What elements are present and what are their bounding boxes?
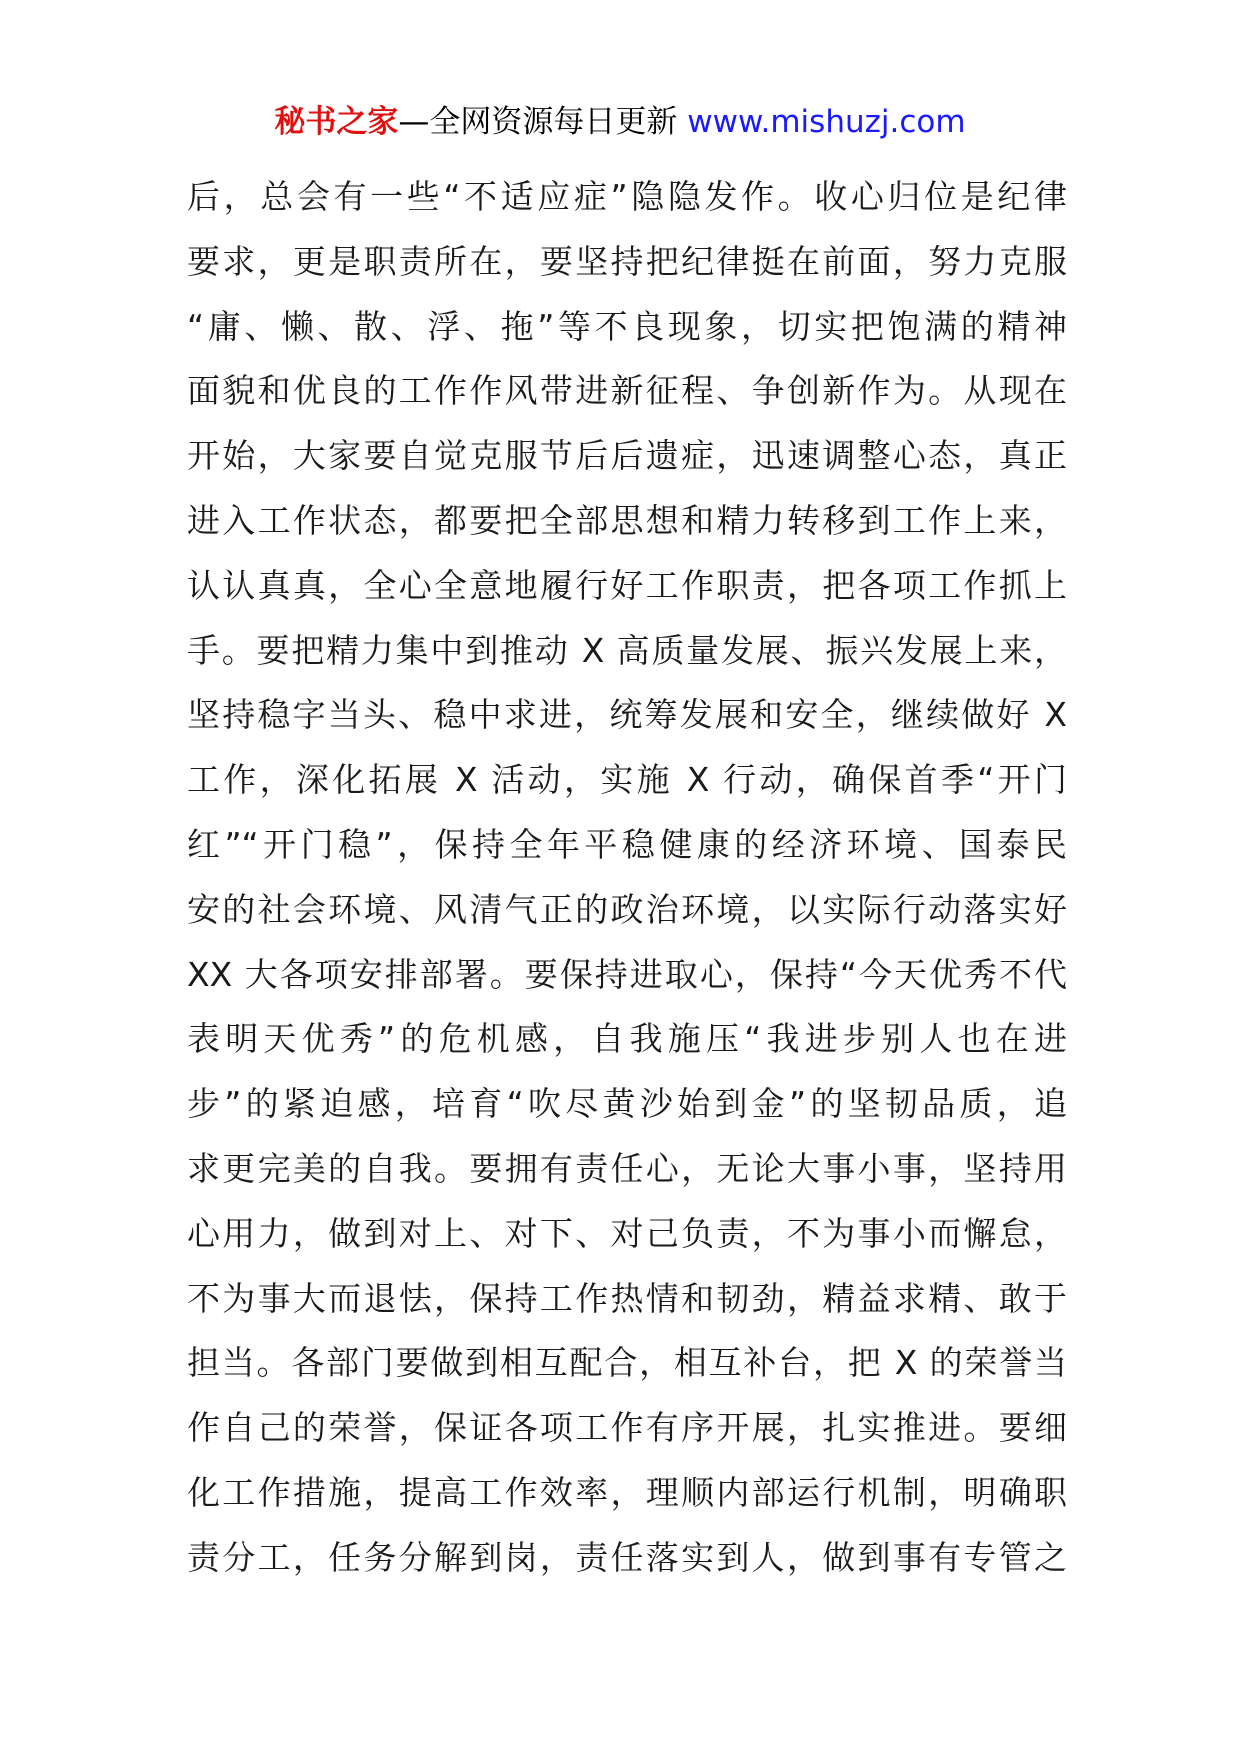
- paragraph-line: 求更完美的自我。要拥有责任心，无论大事小事，坚持用: [187, 1148, 1067, 1188]
- paragraph-line: 认认真真，全心全意地履行好工作职责，把各项工作抓上: [187, 565, 1067, 605]
- paragraph-line: 手。要把精力集中到推动 X 高质量发展、振兴发展上来，: [187, 630, 1067, 670]
- document-body: [187, 165, 1067, 1591]
- paragraph-line: 化工作措施，提高工作效率，理顺内部运行机制，明确职: [187, 1472, 1067, 1512]
- paragraph-line: 责分工，任务分解到岗，责任落实到人，做到事有专管之: [187, 1537, 1067, 1577]
- paragraph-line: XX 大各项安排部署。要保持进取心，保持“今天优秀不代: [187, 954, 1067, 994]
- paragraph-line: 担当。各部门要做到相互配合，相互补台，把 X 的荣誉当: [187, 1343, 1067, 1383]
- paragraph-line: 表明天优秀”的危机感，自我施压“我进步别人也在进: [187, 1019, 1067, 1059]
- paragraph-line: 进入工作状态，都要把全部思想和精力转移到工作上来，: [187, 500, 1067, 540]
- paragraph-line: 要求，更是职责所在，要坚持把纪律挺在前面，努力克服: [187, 241, 1067, 281]
- paragraph-line: 红”“开门稳”，保持全年平稳健康的经济环境、国泰民: [187, 824, 1067, 864]
- paragraph-line: 步”的紧迫感，培育“吹尽黄沙始到金”的坚韧品质，追: [187, 1084, 1067, 1124]
- paragraph-line: “庸、懒、散、浮、拖”等不良现象，切实把饱满的精神: [187, 306, 1067, 346]
- paragraph-line: 安的社会环境、风清气正的政治环境，以实际行动落实好: [187, 889, 1067, 929]
- site-tagline: —全网资源每日更新: [398, 104, 688, 140]
- paragraph-line: 心用力，做到对上、对下、对己负责，不为事小而懈怠，: [187, 1213, 1067, 1253]
- paragraph-line: 坚持稳字当头、稳中求进，统筹发展和安全，继续做好 X: [187, 695, 1067, 735]
- site-brand: 秘书之家: [274, 104, 399, 140]
- site-header: [0, 100, 1240, 144]
- site-url-link[interactable]: www.mishuzj.com: [687, 104, 966, 140]
- paragraph-line: 不为事大而退怯，保持工作热情和韧劲，精益求精、敢于: [187, 1278, 1067, 1318]
- paragraph-line: 工作，深化拓展 X 活动，实施 X 行动，确保首季“开门: [187, 760, 1067, 800]
- paragraph-line: 面貌和优良的工作作风带进新征程、争创新作为。从现在: [187, 371, 1067, 411]
- paragraph-line: 后，总会有一些“不适应症”隐隐发作。收心归位是纪律: [187, 177, 1067, 216]
- paragraph-line: 作自己的荣誉，保证各项工作有序开展，扎实推进。要细: [187, 1408, 1067, 1448]
- paragraph-line: 开始，大家要自觉克服节后后遗症，迅速调整心态，真正: [187, 436, 1067, 476]
